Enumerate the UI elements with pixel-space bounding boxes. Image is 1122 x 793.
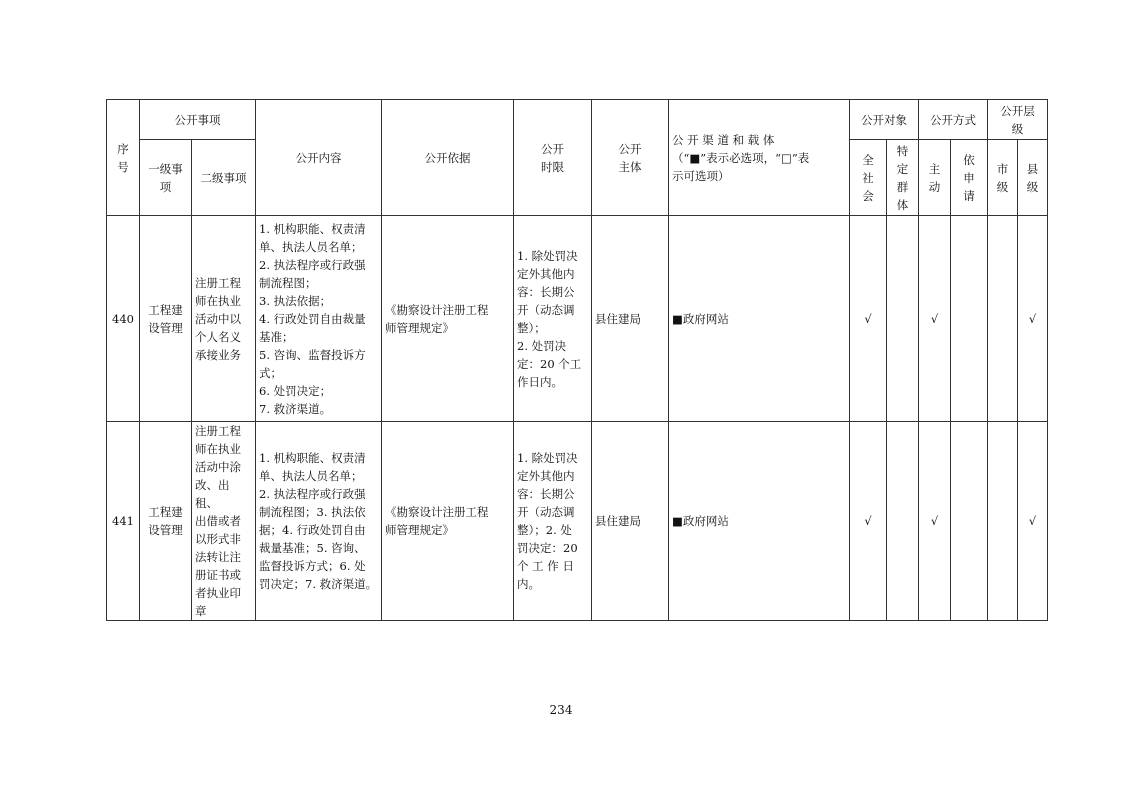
row-active-check: √ [919,422,951,621]
header-level-group: 公开层 级 [988,100,1048,140]
row-time-limit: 1. 除处罚决 定外其他内 容：长期公 开（动态调 整）； 2. 处罚决 定：20 个工 作日内。 [514,216,592,422]
row-on-request-check [951,422,988,621]
header-subject: 公开 主体 [592,100,669,216]
row-county-check: √ [1018,422,1048,621]
row-city-check [988,216,1018,422]
header-content: 公开内容 [256,100,382,216]
row-level2: 注册工程 师在执业 活动中涂 改、出租、 出借或者 以形式非 法转让注 册证书或 者执业印 章 [192,422,256,621]
row-specific-group-check [887,216,919,422]
header-level2: 二级事项 [192,140,256,216]
row-level1: 工程建 设管理 [140,216,192,422]
header-on-request: 依 申 请 [951,140,988,216]
row-on-request-check [951,216,988,422]
header-basis: 公开依据 [382,100,514,216]
header-seq: 序 号 [107,100,140,216]
row-basis: 《勘察设计注册工程 师管理规定》 [382,422,514,621]
row-content: 1. 机构职能、权责清 单、执法人员名单； 2. 执法程序或行政强 制流程图；3. 执法依 据；4. 行政处罚自由 裁量基准；5. 咨询、 监督投诉方式；6. 处 罚决定；7. 救济渠道。 [256,422,382,621]
header-county: 县 级 [1018,140,1048,216]
row-channel: ■政府网站 [669,422,850,621]
row-active-check: √ [919,216,951,422]
row-whole-society-check: √ [850,422,887,621]
row-county-check: √ [1018,216,1048,422]
header-matter-group: 公开事项 [140,100,256,140]
row-basis: 《勘察设计注册工程 师管理规定》 [382,216,514,422]
row-number: 440 [107,216,140,422]
row-level1: 工程建 设管理 [140,422,192,621]
header-time-limit: 公开 时限 [514,100,592,216]
header-city: 市 级 [988,140,1018,216]
row-specific-group-check [887,422,919,621]
table-row [107,422,1048,621]
row-level2: 注册工程 师在执业 活动中以 个人名义 承接业务 [192,216,256,422]
row-time-limit: 1. 除处罚决 定外其他内 容：长期公 开（动态调 整）；2. 处 罚决定：20 个 工 作 日 内。 [514,422,592,621]
row-whole-society-check: √ [850,216,887,422]
header-level1: 一级事 项 [140,140,192,216]
disclosure-table [106,99,1048,621]
header-whole-society: 全 社 会 [850,140,887,216]
header-specific-group: 特 定 群 体 [887,140,919,216]
row-content: 1. 机构职能、权责清 单、执法人员名单； 2. 执法程序或行政强 制流程图； 3. 执法依据； 4. 行政处罚自由裁量 基准； 5. 咨询、监督投诉方 式； 6. 处罚决定； 7. 救济渠道。 [256,216,382,422]
header-channel: 公 开 渠 道 和 载 体 （“■”表示必选项，“□”表 示可选项） [669,100,850,216]
header-row-1 [107,100,1048,140]
row-channel: ■政府网站 [669,216,850,422]
header-active: 主 动 [919,140,951,216]
page-number: 234 [549,703,573,717]
row-subject: 县住建局 [592,422,669,621]
row-number: 441 [107,422,140,621]
header-mode-group: 公开方式 [919,100,988,140]
row-city-check [988,422,1018,621]
row-subject: 县住建局 [592,216,669,422]
table-row [107,216,1048,422]
header-object-group: 公开对象 [850,100,919,140]
